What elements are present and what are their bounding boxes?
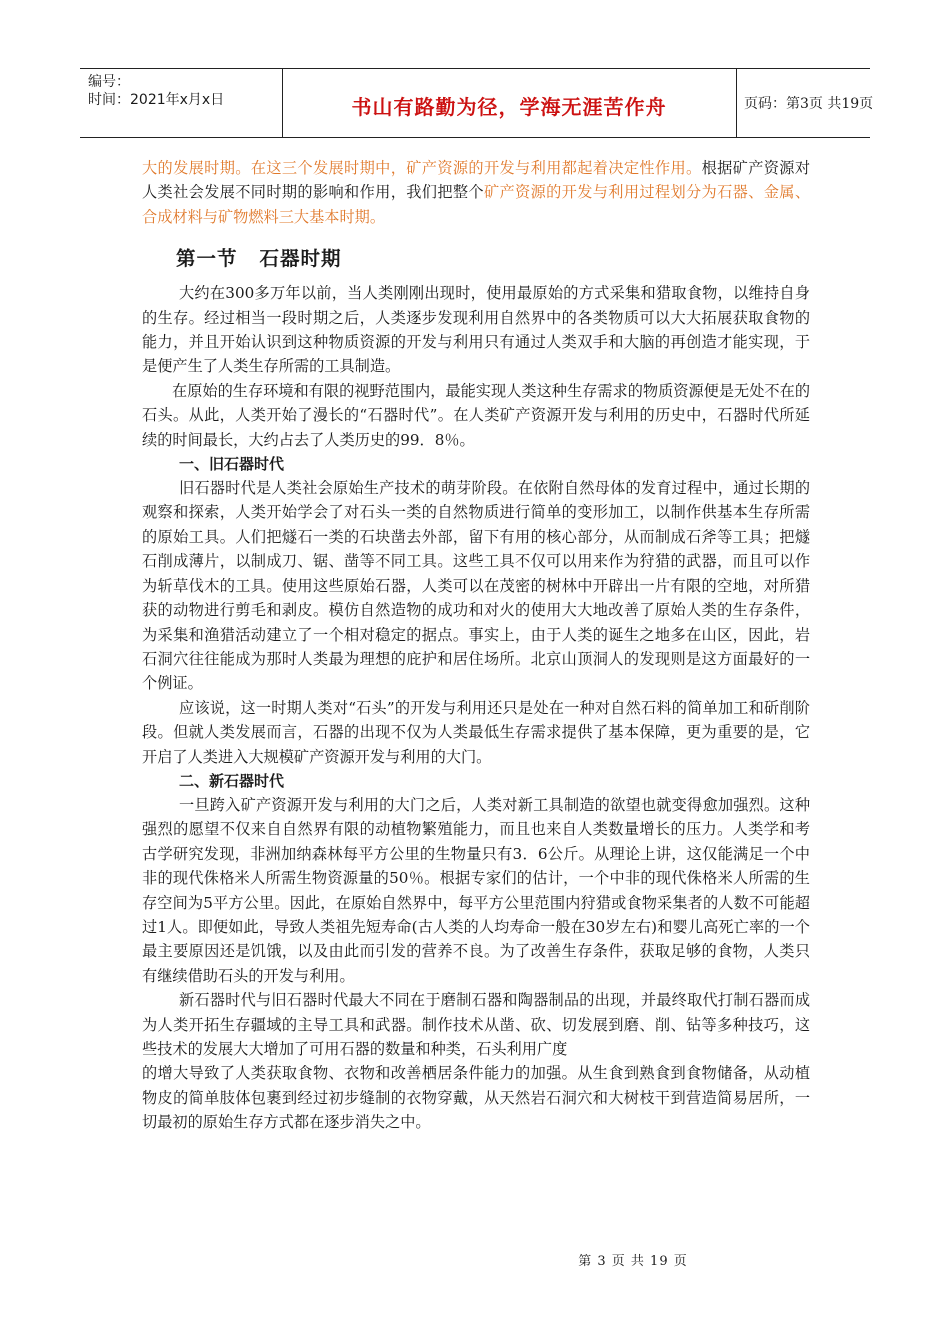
footer-page-number: 第 3 页 共 19 页: [578, 1254, 688, 1269]
document-body: [142, 156, 810, 1135]
header-page-cell: [736, 69, 874, 137]
intro-text: 根据矿产资源对人类社会发展不同时期的影响和作用，我们把整个: [142, 159, 811, 202]
header-table: [80, 68, 874, 138]
paragraph: 新石器时代与旧石器时代最大不同在于磨制石器和陶器制品的出现，并最终取代打制石器而成为人类开拓生存疆域的主导工具和武器。制作技术从凿、砍、切发展到磨、削、钻等多种技巧，这些技术的发展大大增加了可用石器的数量和种类，石头利用广度: [142, 991, 810, 1058]
paragraph: 旧石器时代是人类社会原始生产技术的萌芽阶段。在依附自然母体的发育过程中，通过长期的观察和探索，人类开始学会了对石头一类的自然物质进行简单的变形加工，以制作供基本生存所需的原始工具。人们把燧石一类的石块凿去外部，留下有用的核心部分，从而制成石斧等工具；把燧石削成薄片，以制成刀、锯、凿等不同工具。这些工具不仅可以用来作为狩猎的武器，而且可以作为斩草伐木的工具。使用这些原始石器，人类可以在茂密的树林中开辟出一片有限的空地，对所猎获的动物进行剪毛和剥皮。模仿自然造物的成功和对火的使用大大地改善了原始人类的生存条件，为采集和渔猎活动建立了一个相对稳定的据点。事实上，由于人类的诞生之地多在山区，因此，岩石洞穴往往能成为那时人类最为理想的庇护和居住场所。北京山顶洞人的发现则是这方面最好的一个例证。: [142, 479, 810, 693]
subheading-paleolithic: 一、旧石器时代: [179, 455, 285, 474]
section-title: 石器时期: [259, 247, 342, 271]
paragraph: 一旦跨入矿产资源开发与利用的大门之后，人类对新工具制造的欲望也就变得愈加强烈。这种强烈的愿望不仅来自自然界有限的动植物繁殖能力，而且也来自人类数量增长的压力。人类学和考古学研究发现，非洲加纳森林每平方公里的生物量只有3．6公斤。从理论上讲，这仅能满足一个中非的现代侏格米人所需生物资源量的50％。根据专家们的估计，一个中非的现代侏格米人所需的生存空间为5平方公里。因此，在原始自然界中，每平方公里范围内狩猎或食物采集者的人数不可能超过1人。即便如此，导致人类祖先短寿命(古人类的人均寿命一般在30岁左右)和婴儿高死亡率的一个最主要原因还是饥饿，以及由此而引发的营养不良。为了改善生存条件，获取足够的食物，人类只有继续借助石头的开发与利用。: [142, 795, 810, 985]
intro-paragraph: [142, 156, 810, 229]
paragraph: 应该说，这一时期人类对“石头”的开发与利用还只是处在一种对自然石料的简单加工和斫削阶段。但就人类发展而言，石器的出现不仅为人类最低生存需求提供了基本保障，更为重要的是，它开启了人类进入大规模矿产资源开发与利用的大门。: [142, 698, 810, 766]
header-meta-cell: [80, 69, 283, 137]
date-label: 时间：2021年x月x日: [88, 92, 225, 108]
paragraph: 大约在300多万年以前，当人类刚刚出现时，使用最原始的方式采集和猎取食物，以维持自身的生存。经过相当一段时期之后，人类逐步发现利用自然界中的各类物质可以大大拓展获取食物的能力，并且开始认识到这种物质资源的开发与利用只有通过人类双手和大脑的再创造才能实现，于是便产生了人类生存所需的工具制造。: [142, 284, 810, 376]
page-footer: [0, 1250, 950, 1269]
motto: 书山有路勤为径，学海无涯苦作舟: [351, 95, 667, 119]
subheading-neolithic: 二、新石器时代: [179, 771, 285, 790]
intro-highlight-2: 矿产资源的开发与利用过程划分为石器、金属、合成材料与矿物燃料三大基本时期。: [142, 183, 811, 226]
paragraph: 在原始的生存环境和有限的视野范围内，最能实现人类这种生存需求的物质资源便是无处不在的石头。从此，人类开始了漫长的“石器时代”。在人类矿产资源开发与利用的历史中，石器时代所延续的时间最长，大约占去了人类历史的99．8％。: [142, 381, 810, 449]
header-motto-cell: [282, 69, 737, 137]
intro-highlight-1: 大的发展时期。在这三个发展时期中，矿产资源的开发与利用都起着决定性作用。: [142, 159, 702, 177]
header-page-label: 页码：第3页 共19页: [744, 96, 874, 112]
section-heading: [176, 243, 810, 271]
code-label: 编号：: [88, 74, 130, 90]
paragraph: 的增大导致了人类获取食物、衣物和改善栖居条件能力的加强。从生食到熟食到食物储备，从动植物皮的简单肢体包裹到经过初步缝制的衣物穿戴，从天然岩石洞穴和大树枝干到营造简易居所，一切最初的原始生存方式都在逐步消失之中。: [142, 1064, 810, 1132]
section-number: 第一节: [176, 247, 238, 271]
